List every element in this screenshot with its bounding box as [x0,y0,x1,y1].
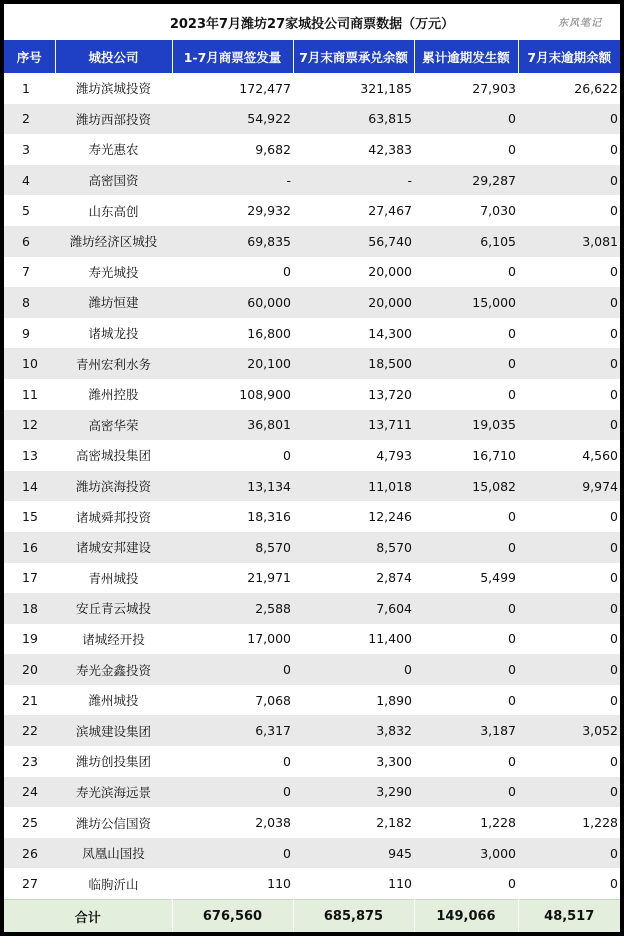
row-index-cell: 17 [4,563,55,594]
outstanding-balance-cell: 20,000 [293,287,414,318]
company-name-cell: 寿光城投 [55,257,172,288]
overdue-cumulative-cell: 0 [414,654,518,685]
table-row [4,318,620,349]
overdue-balance-cell: 1,228 [518,807,620,838]
overdue-balance-cell: 4,560 [518,440,620,471]
company-name-cell: 潍坊创投集团 [55,746,172,777]
outstanding-balance-cell: 8,570 [293,532,414,563]
overdue-cumulative-cell: 0 [414,746,518,777]
issued-amount-cell: 18,316 [172,501,293,532]
total-cell: 685,875 [293,900,414,932]
row-index-cell: 1 [4,73,55,104]
table-row [4,563,620,594]
row-index-cell: 5 [4,195,55,226]
company-name-cell: 青州城投 [55,563,172,594]
outstanding-balance-cell: 110 [293,868,414,899]
outstanding-balance-cell: 18,500 [293,348,414,379]
company-name-cell: 诸城经开投 [55,624,172,655]
row-index-cell: 23 [4,746,55,777]
outstanding-balance-cell: 63,815 [293,104,414,135]
outstanding-balance-cell: 945 [293,838,414,869]
table-row [4,501,620,532]
outstanding-balance-cell: 3,290 [293,777,414,808]
overdue-cumulative-cell: 15,000 [414,287,518,318]
table-row [4,807,620,838]
company-name-cell: 凤凰山国投 [55,838,172,869]
overdue-balance-cell: 0 [518,257,620,288]
table-row [4,410,620,441]
overdue-cumulative-cell: 0 [414,134,518,165]
table-row [4,348,620,379]
row-index-cell: 16 [4,532,55,563]
issued-amount-cell: 0 [172,440,293,471]
overdue-cumulative-cell: 7,030 [414,195,518,226]
overdue-balance-cell: 0 [518,104,620,135]
outstanding-balance-cell: 4,793 [293,440,414,471]
table-row [4,471,620,502]
issued-amount-cell: 0 [172,777,293,808]
company-name-cell: 安丘青云城投 [55,593,172,624]
outstanding-balance-cell: 7,604 [293,593,414,624]
overdue-balance-cell: 26,622 [518,73,620,104]
company-name-cell: 诸城龙投 [55,318,172,349]
row-index-cell: 25 [4,807,55,838]
overdue-balance-cell: 0 [518,348,620,379]
overdue-cumulative-cell: 0 [414,318,518,349]
overdue-cumulative-cell: 0 [414,624,518,655]
table-row [4,654,620,685]
table-row [4,134,620,165]
overdue-cumulative-cell: 0 [414,348,518,379]
page-title: 2023年7月潍坊27家城投公司商票数据（万元） [169,16,455,32]
row-index-cell: 22 [4,715,55,746]
company-name-cell: 高密华荣 [55,410,172,441]
outstanding-balance-cell: 13,720 [293,379,414,410]
outstanding-balance-cell: 2,874 [293,563,414,594]
data-table [4,40,620,932]
table-row [4,73,620,104]
row-index-cell: 12 [4,410,55,441]
overdue-balance-cell: 0 [518,287,620,318]
table-row [4,715,620,746]
row-index-cell: 19 [4,624,55,655]
row-index-cell: 24 [4,777,55,808]
overdue-cumulative-cell: 27,903 [414,73,518,104]
overdue-balance-cell: 0 [518,563,620,594]
issued-amount-cell: 0 [172,746,293,777]
overdue-balance-cell: 0 [518,624,620,655]
company-name-cell: 潍坊经济区城投 [55,226,172,257]
overdue-cumulative-cell: 19,035 [414,410,518,441]
row-index-cell: 14 [4,471,55,502]
table-body [4,73,620,900]
outstanding-balance-cell: 20,000 [293,257,414,288]
row-index-cell: 27 [4,868,55,899]
total-label: 合计 [4,900,172,932]
table-row [4,440,620,471]
company-name-cell: 诸城安邦建设 [55,532,172,563]
table-row [4,226,620,257]
table-row [4,287,620,318]
total-cell: 149,066 [414,900,518,932]
overdue-cumulative-cell: 3,187 [414,715,518,746]
total-cell: 676,560 [172,900,293,932]
row-index-cell: 13 [4,440,55,471]
column-header: 7月末逾期余额 [518,40,620,73]
overdue-cumulative-cell: 29,287 [414,165,518,196]
overdue-cumulative-cell: 0 [414,501,518,532]
overdue-balance-cell: 0 [518,746,620,777]
overdue-cumulative-cell: 0 [414,593,518,624]
overdue-cumulative-cell: 0 [414,685,518,716]
company-name-cell: 潍州控股 [55,379,172,410]
issued-amount-cell: 172,477 [172,73,293,104]
company-name-cell: 诸城舜邦投资 [55,501,172,532]
issued-amount-cell: 8,570 [172,532,293,563]
outstanding-balance-cell: 12,246 [293,501,414,532]
outstanding-balance-cell: 56,740 [293,226,414,257]
outstanding-balance-cell: 11,018 [293,471,414,502]
row-index-cell: 4 [4,165,55,196]
outstanding-balance-cell: 14,300 [293,318,414,349]
company-name-cell: 寿光金鑫投资 [55,654,172,685]
table-row [4,777,620,808]
company-name-cell: 潍坊西部投资 [55,104,172,135]
overdue-balance-cell: 3,052 [518,715,620,746]
overdue-cumulative-cell: 0 [414,868,518,899]
company-name-cell: 滨城建设集团 [55,715,172,746]
overdue-balance-cell: 0 [518,318,620,349]
row-index-cell: 3 [4,134,55,165]
issued-amount-cell: 36,801 [172,410,293,441]
table-row [4,532,620,563]
header-row [4,40,620,73]
company-name-cell: 青州宏利水务 [55,348,172,379]
outstanding-balance-cell: 3,300 [293,746,414,777]
issued-amount-cell: 9,682 [172,134,293,165]
overdue-balance-cell: 0 [518,593,620,624]
issued-amount-cell: 6,317 [172,715,293,746]
column-header: 7月末商票承兑余额 [293,40,414,73]
row-index-cell: 10 [4,348,55,379]
outstanding-balance-cell: 2,182 [293,807,414,838]
overdue-balance-cell: 0 [518,685,620,716]
column-header: 序号 [4,40,55,73]
overdue-balance-cell: 0 [518,134,620,165]
row-index-cell: 6 [4,226,55,257]
table-row [4,868,620,899]
issued-amount-cell: 0 [172,838,293,869]
table-row [4,379,620,410]
issued-amount-cell: 2,588 [172,593,293,624]
overdue-balance-cell: 0 [518,379,620,410]
outstanding-balance-cell: 27,467 [293,195,414,226]
row-index-cell: 8 [4,287,55,318]
title-bar [4,4,620,40]
overdue-balance-cell: 0 [518,532,620,563]
overdue-cumulative-cell: 6,105 [414,226,518,257]
outstanding-balance-cell: 11,400 [293,624,414,655]
row-index-cell: 21 [4,685,55,716]
issued-amount-cell: 20,100 [172,348,293,379]
overdue-cumulative-cell: 3,000 [414,838,518,869]
outstanding-balance-cell: 13,711 [293,410,414,441]
row-index-cell: 26 [4,838,55,869]
total-cell: 48,517 [518,900,620,932]
overdue-cumulative-cell: 0 [414,379,518,410]
column-header: 累计逾期发生额 [414,40,518,73]
overdue-balance-cell: 9,974 [518,471,620,502]
company-name-cell: 临朐沂山 [55,868,172,899]
issued-amount-cell: 110 [172,868,293,899]
company-name-cell: 寿光惠农 [55,134,172,165]
total-row [4,900,620,932]
row-index-cell: 7 [4,257,55,288]
overdue-balance-cell: 0 [518,165,620,196]
table-row [4,593,620,624]
row-index-cell: 15 [4,501,55,532]
issued-amount-cell: 60,000 [172,287,293,318]
column-header: 城投公司 [55,40,172,73]
overdue-balance-cell: 0 [518,410,620,441]
table-row [4,104,620,135]
issued-amount-cell: 13,134 [172,471,293,502]
row-index-cell: 11 [4,379,55,410]
issued-amount-cell: 54,922 [172,104,293,135]
company-name-cell: 寿光滨海远景 [55,777,172,808]
outstanding-balance-cell: 1,890 [293,685,414,716]
outstanding-balance-cell: 321,185 [293,73,414,104]
issued-amount-cell: 16,800 [172,318,293,349]
table-row [4,257,620,288]
company-name-cell: 高密国资 [55,165,172,196]
company-name-cell: 潍坊公信国资 [55,807,172,838]
overdue-cumulative-cell: 5,499 [414,563,518,594]
table-row [4,195,620,226]
overdue-cumulative-cell: 0 [414,532,518,563]
table-row [4,685,620,716]
overdue-cumulative-cell: 1,228 [414,807,518,838]
report-sheet [4,4,620,932]
overdue-balance-cell: 0 [518,195,620,226]
row-index-cell: 9 [4,318,55,349]
outstanding-balance-cell: 3,832 [293,715,414,746]
table-row [4,746,620,777]
company-name-cell: 潍州城投 [55,685,172,716]
table-row [4,838,620,869]
table-row [4,624,620,655]
issued-amount-cell: 2,038 [172,807,293,838]
column-header: 1-7月商票签发量 [172,40,293,73]
overdue-balance-cell: 0 [518,777,620,808]
overdue-balance-cell: 0 [518,868,620,899]
issued-amount-cell: 17,000 [172,624,293,655]
issued-amount-cell: 69,835 [172,226,293,257]
company-name-cell: 高密城投集团 [55,440,172,471]
company-name-cell: 潍坊滨城投资 [55,73,172,104]
issued-amount-cell: 7,068 [172,685,293,716]
outstanding-balance-cell: 0 [293,654,414,685]
watermark: 东风笔记 [558,18,602,29]
outstanding-balance-cell: 42,383 [293,134,414,165]
overdue-cumulative-cell: 0 [414,104,518,135]
overdue-cumulative-cell: 0 [414,257,518,288]
issued-amount-cell: 108,900 [172,379,293,410]
overdue-balance-cell: 0 [518,654,620,685]
issued-amount-cell: 0 [172,654,293,685]
overdue-balance-cell: 0 [518,838,620,869]
row-index-cell: 20 [4,654,55,685]
overdue-balance-cell: 3,081 [518,226,620,257]
company-name-cell: 山东高创 [55,195,172,226]
table-row [4,165,620,196]
overdue-cumulative-cell: 0 [414,777,518,808]
issued-amount-cell: 21,971 [172,563,293,594]
row-index-cell: 2 [4,104,55,135]
row-index-cell: 18 [4,593,55,624]
overdue-cumulative-cell: 15,082 [414,471,518,502]
overdue-balance-cell: 0 [518,501,620,532]
company-name-cell: 潍坊滨海投资 [55,471,172,502]
issued-amount-cell: 0 [172,257,293,288]
overdue-cumulative-cell: 16,710 [414,440,518,471]
company-name-cell: 潍坊恒建 [55,287,172,318]
outstanding-balance-cell: - [293,165,414,196]
issued-amount-cell: - [172,165,293,196]
issued-amount-cell: 29,932 [172,195,293,226]
